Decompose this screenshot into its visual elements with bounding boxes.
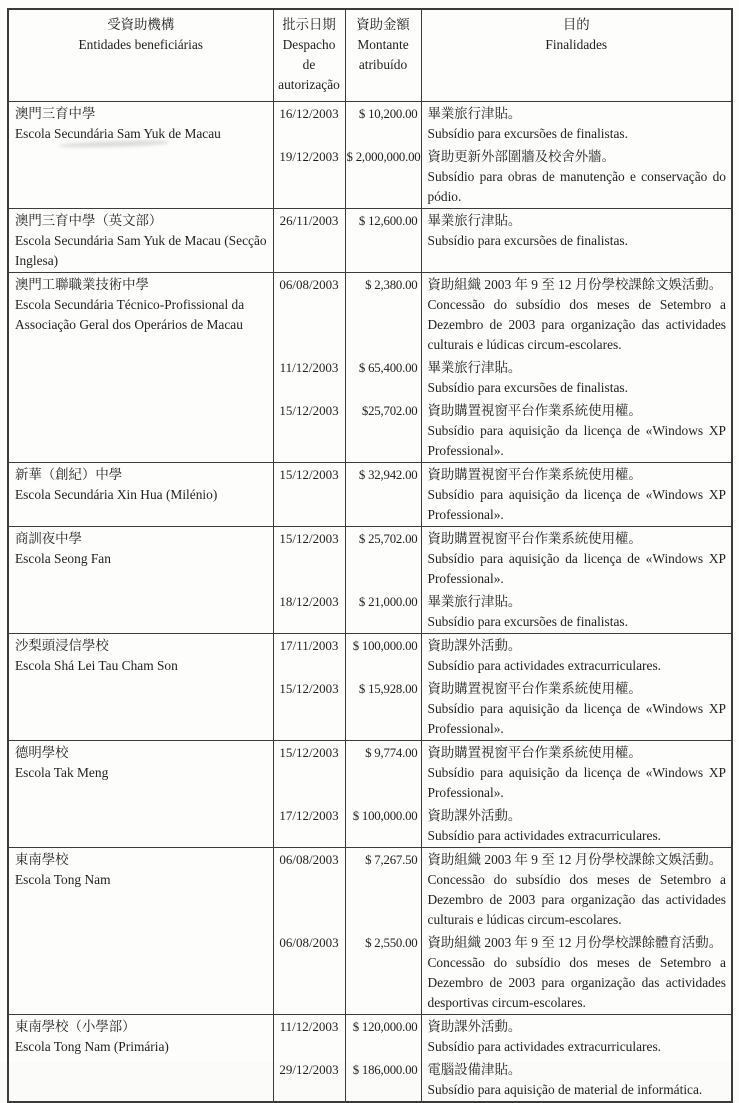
purpose-text-pt: Subsídio para aquisição de material de informática. — [427, 1082, 703, 1097]
purpose-text-pt: Concessão do subsídio dos meses de Setembro a Dezembro de 2003 para organização das actividades culturais e lúdicas circum-escolares. — [427, 872, 726, 927]
purpose-cell — [421, 634, 732, 678]
purpose-text-pt: Subsídio para actividades extracurriculares. — [427, 1039, 661, 1054]
authorization-date-cell: 11/12/2003 — [273, 1015, 345, 1059]
authorization-date-cell: 26/11/2003 — [273, 209, 345, 273]
entity-name-zh: 澳門三育中學（英文部） — [15, 213, 163, 228]
entity-name-zh: 沙梨頭浸信學校 — [15, 638, 109, 653]
table-row — [8, 527, 732, 591]
purpose-text-pt: Subsídio para aquisição da licença de «Windows XP Professional». — [427, 423, 726, 458]
subsidy-table — [7, 8, 733, 1103]
purpose-cell — [421, 273, 732, 357]
purpose-cell — [421, 1058, 732, 1102]
amount-cell: $25,702.00 — [345, 399, 421, 463]
authorization-date-cell: 15/12/2003 — [273, 527, 345, 591]
entity-name-pt: Escola Secundária Sam Yuk de Macau (Secção Inglesa) — [15, 233, 267, 268]
entity-name-pt: Escola Secundária Xin Hua (Milénio) — [15, 487, 218, 502]
authorization-date-cell: 16/12/2003 — [273, 102, 345, 146]
col-header-entity — [8, 9, 273, 102]
table-body — [8, 102, 732, 1103]
purpose-cell — [421, 145, 732, 209]
purpose-cell — [421, 590, 732, 634]
entity-name-zh: 商訓夜中學 — [15, 531, 82, 546]
entity-name-pt: Escola Shá Lei Tau Cham Son — [15, 658, 178, 673]
authorization-date-cell: 15/12/2003 — [273, 741, 345, 805]
entity-cell — [8, 273, 273, 463]
authorization-date-cell: 17/11/2003 — [273, 634, 345, 678]
purpose-cell — [421, 356, 732, 399]
entity-name-zh: 東南學校（小學部） — [15, 1019, 136, 1034]
amount-cell: $ 2,380.00 — [345, 273, 421, 357]
amount-cell: $ 120,000.00 — [345, 1015, 421, 1059]
table-row — [8, 1015, 732, 1059]
purpose-text-pt: Concessão do subsídio dos meses de Setembro a Dezembro de 2003 para organização das actividades culturais e lúdicas circum-escolares. — [427, 297, 726, 352]
authorization-date-cell: 06/08/2003 — [273, 273, 345, 357]
entity-name-pt: Escola Tong Nam (Primária) — [15, 1039, 169, 1054]
entity-name-pt: Escola Tong Nam — [15, 872, 111, 887]
entity-name-pt: Escola Secundária Técnico-Profissional da Associação Geral dos Operários de Macau — [15, 297, 245, 332]
purpose-text-zh: 電腦設備津貼。 — [427, 1062, 522, 1077]
purpose-text-pt: Subsídio para aquisição da licença de «Windows XP Professional». — [427, 701, 726, 736]
amount-cell: $ 2,550.00 — [345, 931, 421, 1015]
entity-cell — [8, 848, 273, 1015]
table-row — [8, 634, 732, 678]
table-row — [8, 463, 732, 527]
header-row — [8, 9, 732, 102]
col-header-amount-zh: 資助金額 — [356, 17, 410, 32]
purpose-text-zh: 資助更新外部圍牆及校舍外牆。 — [427, 149, 615, 164]
purpose-text-pt: Subsídio para excursões de finalistas. — [427, 126, 628, 141]
entity-cell — [8, 634, 273, 741]
entity-name-zh: 新華（創紀）中學 — [15, 467, 123, 482]
authorization-date-cell: 29/12/2003 — [273, 1058, 345, 1102]
col-header-entity-pt: Entidades beneficiárias — [78, 37, 204, 52]
purpose-text-zh: 資助課外活動。 — [427, 1019, 522, 1034]
purpose-cell — [421, 741, 732, 805]
col-header-entity-zh: 受資助機構 — [107, 17, 175, 32]
col-header-amount-pt: Montante atribuído — [357, 37, 409, 72]
col-header-date-zh: 批示日期 — [282, 17, 336, 32]
authorization-date-cell: 06/08/2003 — [273, 848, 345, 932]
amount-cell: $ 10,200.00 — [345, 102, 421, 146]
entity-cell — [8, 463, 273, 527]
entity-name-pt: Escola Tak Meng — [15, 765, 109, 780]
amount-cell: $ 100,000.00 — [345, 804, 421, 848]
purpose-cell — [421, 463, 732, 527]
amount-cell: $ 2,000,000.00 — [345, 145, 421, 209]
purpose-text-pt: Subsídio para aquisição da licença de «Windows XP Professional». — [427, 487, 726, 522]
purpose-text-pt: Subsídio para excursões de finalistas. — [427, 233, 628, 248]
table-row — [8, 848, 732, 932]
purpose-text-pt: Subsídio para actividades extracurriculares. — [427, 658, 661, 673]
amount-cell: $ 12,600.00 — [345, 209, 421, 273]
authorization-date-cell: 18/12/2003 — [273, 590, 345, 634]
table-row — [8, 209, 732, 273]
purpose-text-pt: Subsídio para obras de manutenção e conservação do pódio. — [427, 169, 726, 204]
purpose-text-zh: 資助課外活動。 — [427, 638, 522, 653]
entity-cell — [8, 102, 273, 209]
purpose-cell — [421, 399, 732, 463]
purpose-text-pt: Subsídio para aquisição da licença de «Windows XP Professional». — [427, 551, 726, 586]
col-header-date-pt: Despacho de autorização — [278, 37, 340, 92]
purpose-text-zh: 畢業旅行津貼。 — [427, 106, 522, 121]
table-header — [8, 9, 732, 102]
entity-name-pt: Escola Seong Fan — [15, 551, 111, 566]
authorization-date-cell: 11/12/2003 — [273, 356, 345, 399]
purpose-text-zh: 資助購置視窗平台作業系統使用權。 — [427, 467, 642, 482]
entity-cell — [8, 527, 273, 634]
purpose-cell — [421, 804, 732, 848]
authorization-date-cell: 15/12/2003 — [273, 399, 345, 463]
amount-cell: $ 7,267.50 — [345, 848, 421, 932]
purpose-text-zh: 資助課外活動。 — [427, 808, 522, 823]
authorization-date-cell: 19/12/2003 — [273, 145, 345, 209]
authorization-date-cell: 15/12/2003 — [273, 463, 345, 527]
authorization-date-cell: 17/12/2003 — [273, 804, 345, 848]
entity-name-zh: 德明學校 — [15, 745, 69, 760]
col-header-purpose — [421, 9, 732, 102]
purpose-text-zh: 資助購置視窗平台作業系統使用權。 — [427, 745, 642, 760]
entity-name-zh: 澳門工聯職業技術中學 — [15, 277, 149, 292]
purpose-text-pt: Subsídio para actividades extracurriculares. — [427, 828, 661, 843]
amount-cell: $ 186,000.00 — [345, 1058, 421, 1102]
amount-cell: $ 100,000.00 — [345, 634, 421, 678]
purpose-cell — [421, 848, 732, 932]
col-header-date — [273, 9, 345, 102]
purpose-cell — [421, 527, 732, 591]
purpose-text-zh: 資助購置視窗平台作業系統使用權。 — [427, 681, 642, 696]
amount-cell: $ 21,000.00 — [345, 590, 421, 634]
amount-cell: $ 9,774.00 — [345, 741, 421, 805]
purpose-text-pt: Concessão do subsídio dos meses de Setembro a Dezembro de 2003 para organização das actividades desportivas circum-escolares. — [427, 955, 726, 1010]
table-row — [8, 273, 732, 357]
purpose-text-zh: 畢業旅行津貼。 — [427, 213, 522, 228]
entity-cell — [8, 1015, 273, 1103]
table-row — [8, 741, 732, 805]
purpose-text-pt: Subsídio para aquisição da licença de «Windows XP Professional». — [427, 765, 726, 800]
purpose-cell — [421, 677, 732, 741]
purpose-text-zh: 資助組織 2003 年 9 至 12 月份學校課餘文娛活動。 — [427, 277, 723, 292]
entity-name-pt: Escola Secundária Sam Yuk de Macau — [15, 126, 221, 141]
purpose-text-zh: 資助購置視窗平台作業系統使用權。 — [427, 531, 642, 546]
entity-name-zh: 澳門三育中學 — [15, 106, 96, 121]
entity-cell — [8, 209, 273, 273]
purpose-text-zh: 畢業旅行津貼。 — [427, 594, 522, 609]
purpose-text-pt: Subsídio para excursões de finalistas. — [427, 380, 628, 395]
entity-cell — [8, 741, 273, 848]
purpose-text-pt: Subsídio para excursões de finalistas. — [427, 614, 628, 629]
purpose-text-zh: 畢業旅行津貼。 — [427, 360, 522, 375]
col-header-purpose-pt: Finalidades — [545, 37, 608, 52]
table-row — [8, 102, 732, 146]
purpose-cell — [421, 102, 732, 146]
authorization-date-cell: 06/08/2003 — [273, 931, 345, 1015]
purpose-cell — [421, 209, 732, 273]
col-header-amount — [345, 9, 421, 102]
amount-cell: $ 15,928.00 — [345, 677, 421, 741]
amount-cell: $ 25,702.00 — [345, 527, 421, 591]
amount-cell: $ 32,942.00 — [345, 463, 421, 527]
entity-name-zh: 東南學校 — [15, 852, 69, 867]
col-header-purpose-zh: 目的 — [562, 17, 590, 32]
purpose-cell — [421, 931, 732, 1015]
amount-cell: $ 65,400.00 — [345, 356, 421, 399]
purpose-text-zh: 資助組織 2003 年 9 至 12 月份學校課餘文娛活動。 — [427, 852, 723, 867]
purpose-text-zh: 資助購置視窗平台作業系統使用權。 — [427, 403, 642, 418]
authorization-date-cell: 15/12/2003 — [273, 677, 345, 741]
purpose-text-zh: 資助組織 2003 年 9 至 12 月份學校課餘體育活動。 — [427, 935, 723, 950]
purpose-cell — [421, 1015, 732, 1059]
